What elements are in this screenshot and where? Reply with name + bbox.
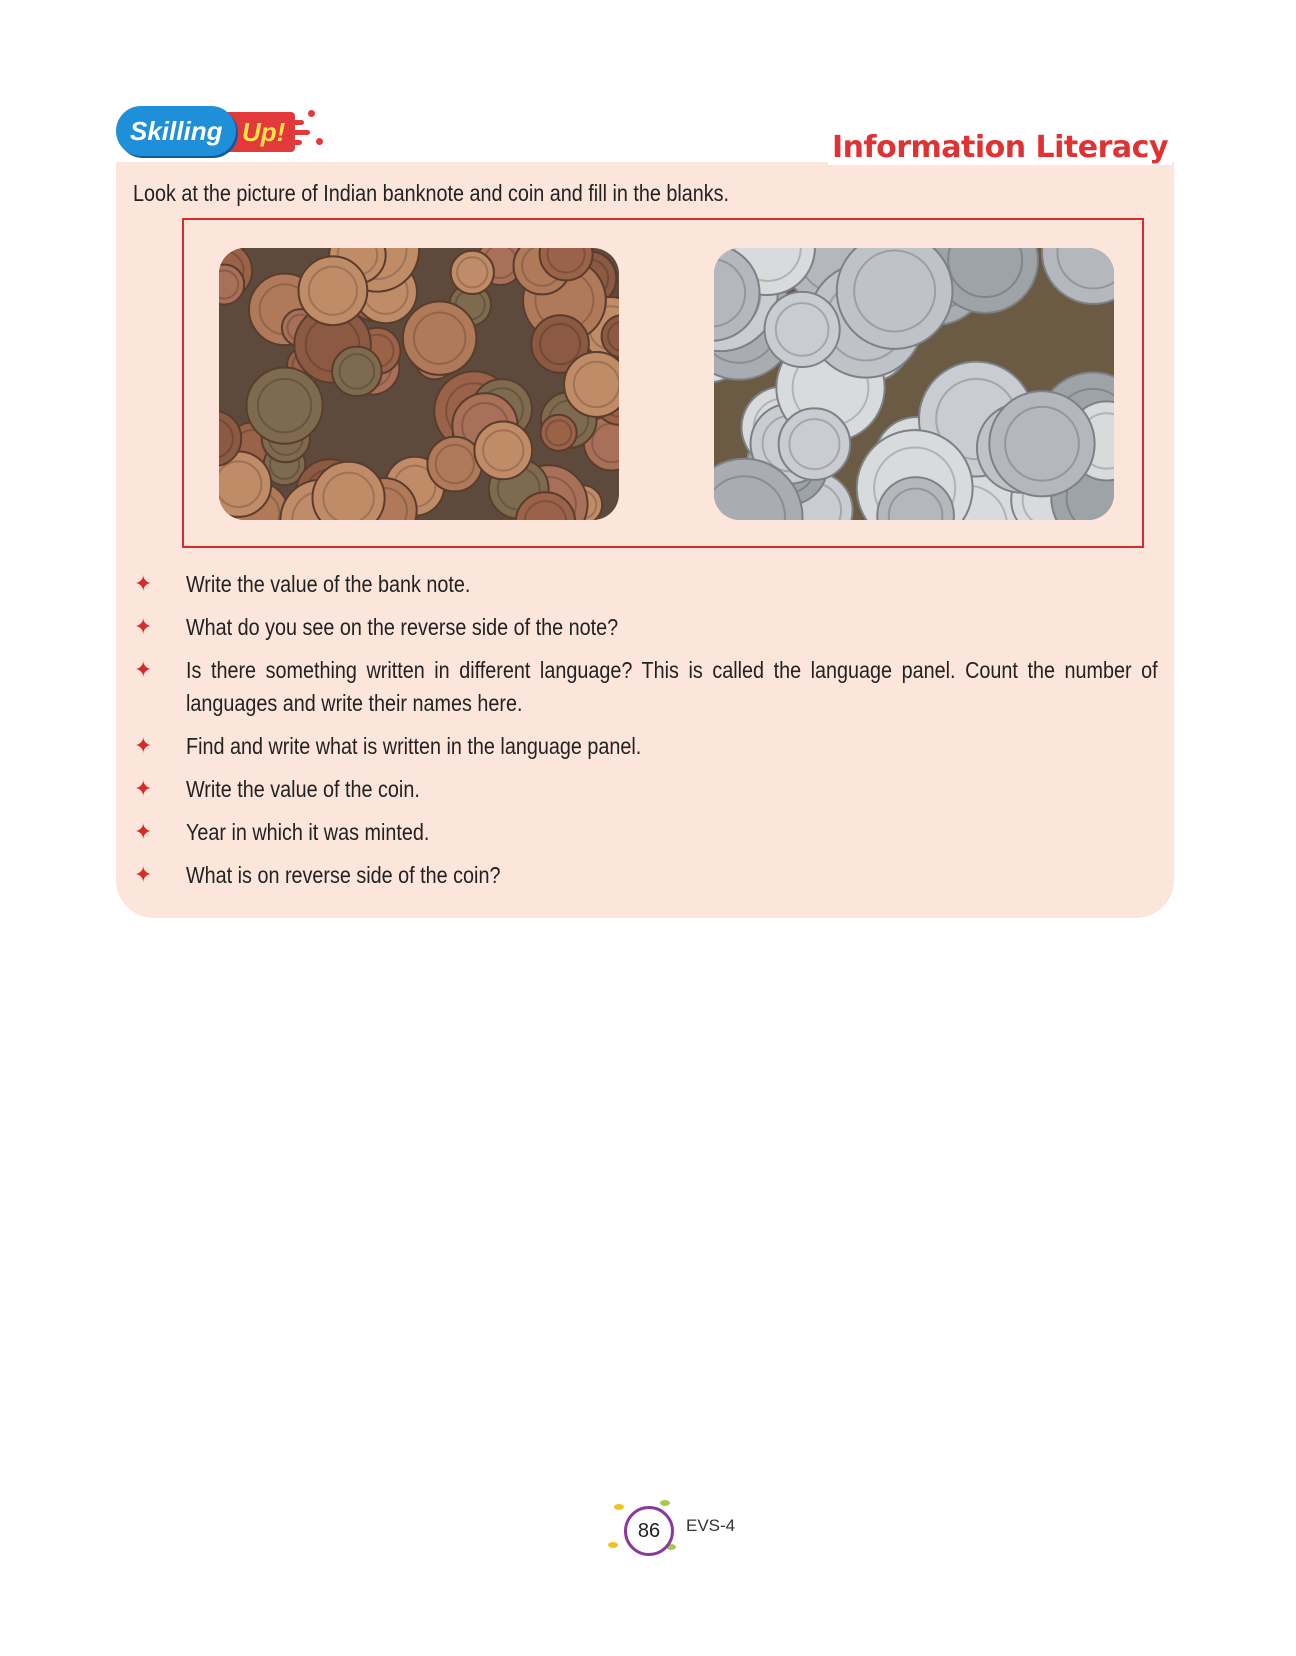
page-footer: [600, 1496, 800, 1566]
ancient-coins-photo: [219, 248, 619, 520]
page-number: 86: [624, 1506, 674, 1556]
badge-dot-decoration: [308, 110, 315, 117]
question-item: ✦ Find and write what is written in the language panel.: [134, 733, 642, 759]
leaf-decoration: [608, 1542, 618, 1548]
badge-skilling-label: Skilling: [116, 106, 236, 156]
question-item: ✦ Write the value of the coin.: [134, 776, 420, 802]
question-list: [130, 568, 1160, 902]
question-item: ✦ Year in which it was minted.: [134, 819, 430, 845]
section-title: Information Literacy: [828, 130, 1172, 165]
book-label: EVS-4: [686, 1516, 736, 1535]
question-item: ✦ What do you see on the reverse side of the note?: [134, 614, 619, 640]
star-bullet-icon: ✦: [134, 614, 153, 639]
star-bullet-icon: ✦: [134, 776, 153, 801]
photo-frame: [182, 218, 1144, 548]
star-bullet-icon: ✦: [134, 571, 153, 596]
star-bullet-icon: ✦: [134, 657, 153, 682]
question-item: ✦ Is there something written in different language? This is called the language panel. Count the number of languages and write their names here.: [134, 657, 1158, 716]
star-bullet-icon: ✦: [134, 862, 153, 887]
badge-dot-decoration: [316, 138, 323, 145]
leaf-decoration: [660, 1500, 670, 1506]
star-bullet-icon: ✦: [134, 819, 153, 844]
question-item: ✦ What is on reverse side of the coin?: [134, 862, 501, 888]
activity-instruction: Look at the picture of Indian banknote and coin and fill in the blanks.: [133, 180, 730, 206]
question-item: ✦ Write the value of the bank note.: [134, 571, 471, 597]
star-bullet-icon: ✦: [134, 733, 153, 758]
skilling-up-badge: [116, 104, 336, 162]
leaf-decoration: [614, 1504, 624, 1510]
modern-coins-photo: [714, 248, 1114, 520]
badge-up-label: Up!: [212, 112, 295, 152]
